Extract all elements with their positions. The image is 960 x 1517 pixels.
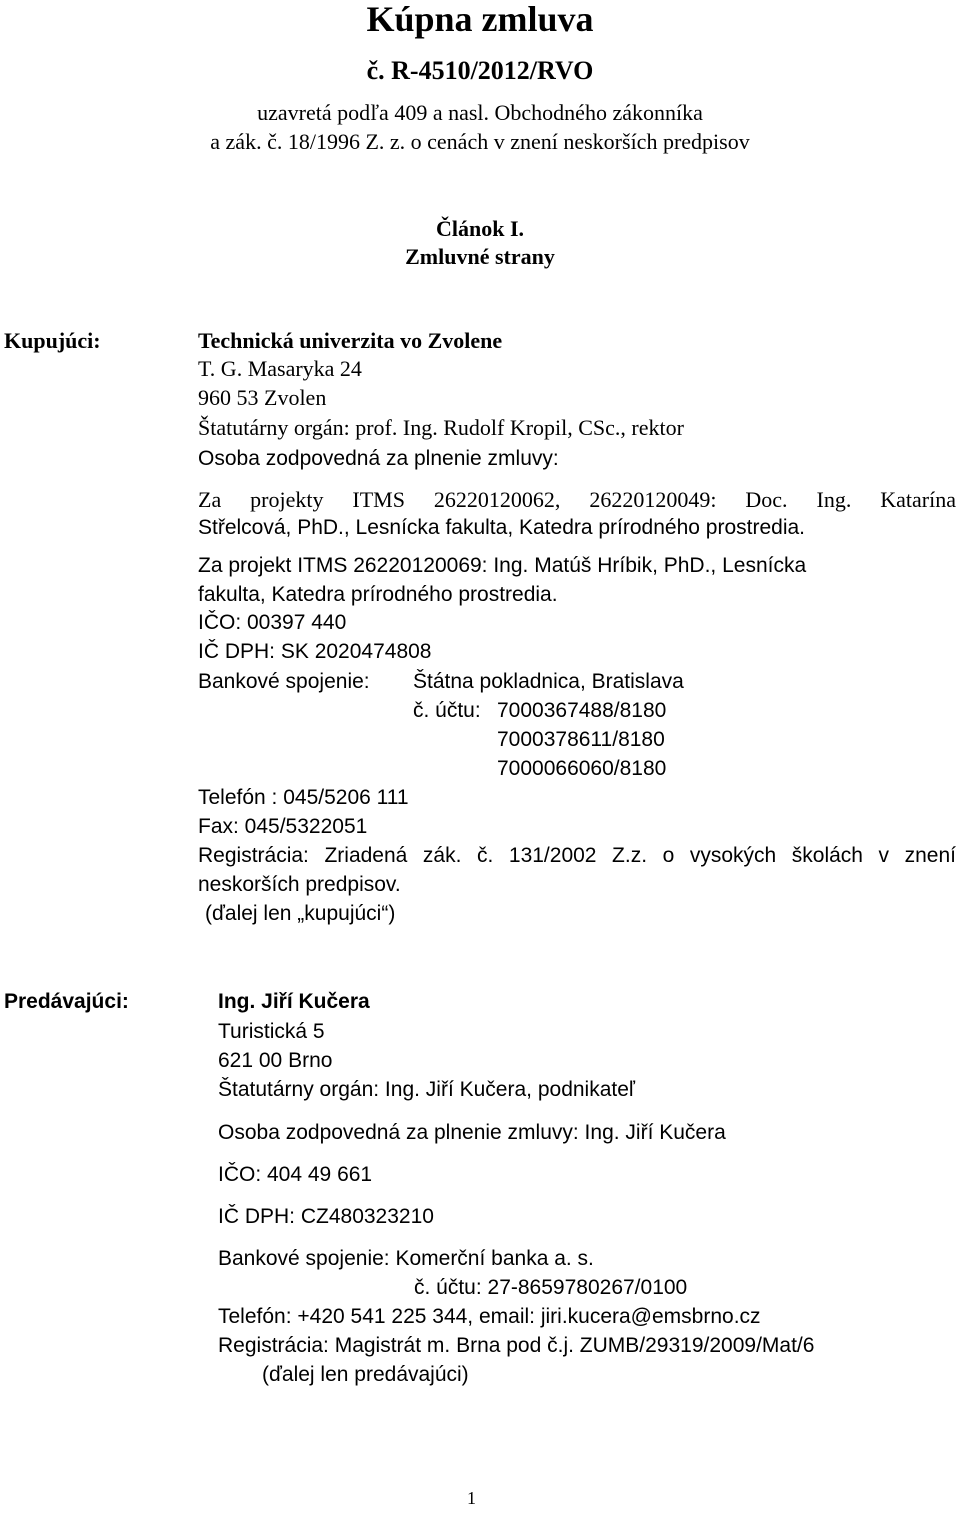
buyer-label: Kupujúci: [4,328,101,353]
page-number: 1 [467,1488,476,1508]
seller-name: Ing. Jiří Kučera [218,990,370,1013]
buyer-account-2: 7000378611/8180 [497,728,665,751]
seller-registration: Registrácia: Magistrát m. Brna pod č.j. ZUMB/29319/2009/Mat/6 [218,1334,815,1357]
word: znení [904,844,956,867]
word: č. [476,844,494,867]
word: Za [198,487,222,512]
seller-alias: (ďalej len predávajúci) [262,1363,469,1386]
buyer-bank-name: Štátna pokladnica, Bratislava [413,670,684,693]
buyer-ico: IČO: 00397 440 [198,611,347,634]
buyer-street: T. G. Masaryka 24 [198,356,362,381]
buyer-projects-line-1 [198,489,956,511]
word: o [662,844,675,867]
buyer-projects-line-2: Střelcová, PhD., Lesnícka fakulta, Katedra prírodného prostredia. [198,516,806,539]
buyer-account-3: 7000066060/8180 [497,757,667,780]
seller-ico: IČO: 404 49 661 [218,1163,373,1186]
article-title: Zmluvné strany [405,244,555,269]
subtitle-line-1: uzavretá podľa 409 a nasl. Obchodného zákonníka [257,100,703,125]
buyer-account-label: č. účtu: [413,699,481,722]
buyer-name: Technická univerzita vo Zvolene [198,328,503,353]
word: Ing. [816,487,852,512]
subtitle-line-2: a zák. č. 18/1996 Z. z. o cenách v znení neskorších predpisov [210,129,750,154]
seller-bank: Bankové spojenie: Komerční banka a. s. [218,1247,594,1270]
buyer-responsible-label: Osoba zodpovedná za plnenie zmluvy: [198,447,559,470]
word: Zriadená [324,844,408,867]
article-heading: Článok I. [435,216,525,241]
buyer-account-1: 7000367488/8180 [497,699,667,722]
buyer-project2-line-2: fakulta, Katedra prírodného prostredia. [198,583,558,606]
word: zák. [422,844,462,867]
word: 131/2002 [508,844,597,867]
seller-contact: Telefón: +420 541 225 344, email: jiri.kucera@emsbrno.cz [218,1305,761,1328]
buyer-fax: Fax: 045/5322051 [198,815,368,838]
word: Katarína [880,487,956,512]
word: ITMS [352,487,405,512]
word: vysokých [689,844,777,867]
word: Z.z. [612,844,648,867]
seller-ic-dph: IČ DPH: CZ480323210 [218,1205,434,1228]
buyer-ic-dph: IČ DPH: SK 2020474808 [198,640,432,663]
word: Doc. [745,487,788,512]
word: školách [791,844,863,867]
word: v [878,844,890,867]
word: projekty [250,487,324,512]
seller-street: Turistická 5 [218,1020,325,1043]
seller-city: 621 00 Brno [218,1049,333,1072]
seller-account: č. účtu: 27-8659780267/0100 [414,1276,688,1299]
buyer-bank-label: Bankové spojenie: [198,670,370,693]
contract-number: č. R-4510/2012/RVO [366,56,594,85]
buyer-alias: (ďalej len „kupujúci“) [205,902,396,925]
buyer-project2-line-1: Za projekt ITMS 26220120069: Ing. Matúš Hríbik, PhD., Lesnícka [198,554,807,577]
buyer-city: 960 53 Zvolen [198,385,327,410]
seller-responsible: Osoba zodpovedná za plnenie zmluvy: Ing. Jiří Kučera [218,1121,726,1144]
word: 26220120062, [433,487,561,512]
buyer-statutory: Štatutárny orgán: prof. Ing. Rudolf Kropil, CSc., rektor [198,415,684,440]
seller-label: Predávajúci: [4,990,129,1013]
word: 26220120049: [589,487,717,512]
buyer-registration-line-2: neskorších predpisov. [198,873,401,896]
seller-statutory: Štatutárny orgán: Ing. Jiří Kučera, podnikateľ [218,1078,636,1101]
document-title: Kúpna zmluva [366,0,594,39]
buyer-registration-line-1 [198,845,956,866]
word: Registrácia: [198,844,309,867]
buyer-phone: Telefón : 045/5206 111 [198,786,409,809]
